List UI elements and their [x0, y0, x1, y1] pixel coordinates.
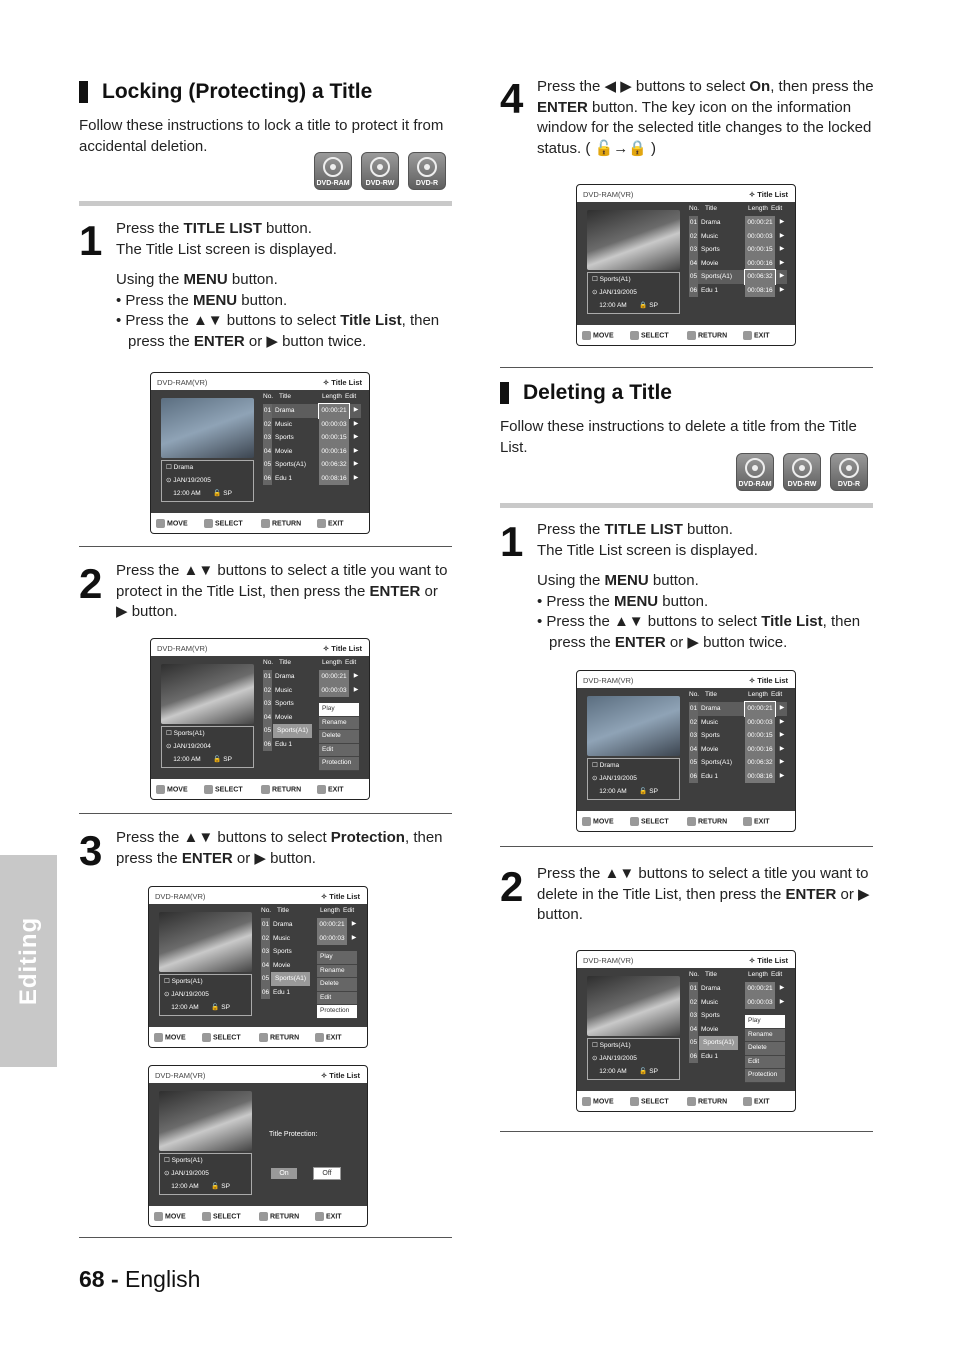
- title-list-protection-menu-screen: DVD-RAM(VR) ✧ Title List ☐ Sports(A1) ⊙ JAN/19/2005 12:00 AM 🔓 SP No. Title Length Edit 01 Drama 00:00:21 ▶ 02 Music 00:00:03 ▶ 03 Sports 04 Movie 05 Sports(A1) 06 Edu 1 Play Rename Delete Edit Protection MOVE SELECT RETURN EXIT: [148, 886, 368, 1048]
- dvd-ram-icon: DVD-RAM: [314, 152, 352, 190]
- list-item[interactable]: 02 Music 00:00:03 ▶: [689, 230, 787, 244]
- menu-item-rename[interactable]: Rename: [745, 1029, 785, 1043]
- list-item[interactable]: 05 Sports(A1): [689, 1036, 787, 1050]
- list-item[interactable]: 02 Music 00:00:03 ▶: [263, 684, 361, 698]
- locking-step4-text: Press the ◀ ▶ buttons to select On, then press the ENTER button. The key icon on the information window for the selected title changes to the locked status. ( 🔓→🔒 ): [537, 78, 874, 157]
- info-box: ☐ Sports(A1) ⊙ JAN/19/2005 12:00 AM 🔓 SP: [159, 1153, 252, 1195]
- list-item[interactable]: 05 Sports(A1) 00:06:32 ▶: [689, 270, 787, 284]
- info-box: ☐ Sports(A1) ⊙ JAN/19/2004 12:00 AM 🔓 SP: [161, 726, 254, 768]
- list-item[interactable]: 06 Edu 1: [263, 738, 361, 752]
- list-item[interactable]: 03 Sports: [261, 945, 359, 959]
- side-tab: [0, 855, 57, 1067]
- title-protection-label: Title Protection:: [269, 1131, 318, 1138]
- info-box: ☐ Sports(A1) ⊙ JAN/19/2005 12:00 AM 🔒 SP: [587, 272, 680, 314]
- divider: [79, 1237, 452, 1238]
- deleting-intro: Follow these instructions to delete a title from the Title List.: [500, 418, 857, 456]
- menu-item-edit[interactable]: Edit: [745, 1056, 785, 1070]
- list-item[interactable]: 05 Sports(A1) 00:06:32 ▶: [263, 458, 361, 472]
- section-rule: [79, 201, 452, 206]
- menu-item-delete[interactable]: Delete: [319, 730, 359, 744]
- divider: [79, 546, 452, 547]
- step-number: 3: [79, 827, 103, 874]
- list-item[interactable]: 01 Drama 00:00:21 ▶: [689, 982, 787, 996]
- list-item[interactable]: 04 Movie: [689, 1023, 787, 1037]
- menu-item-play[interactable]: Play: [745, 1015, 785, 1029]
- locking-disc-icons: [314, 152, 446, 190]
- list-item[interactable]: 02 Music 00:00:03 ▶: [689, 996, 787, 1010]
- step-number: 1: [79, 217, 103, 264]
- divider: [500, 1131, 873, 1132]
- list-item[interactable]: 03 Sports 00:00:15 ▶: [689, 243, 787, 257]
- step-number: 2: [79, 560, 103, 607]
- edit-menu: [319, 703, 359, 771]
- menu-item-delete[interactable]: Delete: [745, 1042, 785, 1056]
- menu-item-edit[interactable]: Edit: [317, 992, 357, 1006]
- menu-item-protection[interactable]: Protection: [745, 1069, 785, 1083]
- thumbnail: [587, 210, 680, 270]
- info-box: ☐ Sports(A1) ⊙ JAN/19/2005 12:00 AM 🔓 SP: [587, 1038, 680, 1080]
- dvd-r-icon: DVD-R: [408, 152, 446, 190]
- list-item[interactable]: 01 Drama 00:00:21 ▶: [261, 918, 359, 932]
- deleting-heading: Deleting a Title: [500, 381, 672, 405]
- edit-menu: [317, 951, 357, 1019]
- info-box: ☐ Drama ⊙ JAN/19/2005 12:00 AM 🔓 SP: [587, 758, 680, 800]
- menu-item-rename[interactable]: Rename: [317, 965, 357, 979]
- list-item[interactable]: 04 Movie 00:00:16 ▶: [689, 257, 787, 271]
- divider: [500, 367, 873, 368]
- menu-item-play[interactable]: Play: [317, 951, 357, 965]
- title-protection-screen: DVD-RAM(VR) ✧ Title List ☐ Sports(A1) ⊙ JAN/19/2005 12:00 AM 🔓 SP Title Protection: On Off MOVE SELECT RETURN EXIT: [148, 1065, 368, 1227]
- side-tab-label: Editing: [14, 916, 42, 1006]
- dvd-r-icon: DVD-R: [830, 453, 868, 491]
- deleting-step1-text: Press the TITLE LIST button. The Title List screen is displayed. Using the MENU button. • Press the MENU button. • Press the ▲▼ buttons to select Title List, then press the ENTER or ▶ button twice.: [537, 521, 861, 651]
- list-item[interactable]: 01 Drama 00:00:21 ▶: [263, 670, 361, 684]
- list-item[interactable]: 04 Movie: [263, 711, 361, 725]
- locking-step2-text: Press the ▲▼ buttons to select a title you want to protect in the Title List, then press the ENTER or ▶ button.: [116, 562, 448, 620]
- list-item[interactable]: 06 Edu 1: [689, 1050, 787, 1064]
- title-list-edit-screen: DVD-RAM(VR) ✧ Title List ☐ Sports(A1) ⊙ JAN/19/2004 12:00 AM 🔓 SP No. Title Length Edit 01 Drama 00:00:21 ▶ 02 Music 00:00:03 ▶ 03 Sports 04 Movie 05 Sports(A1) 06 Edu 1 Play Rename Delete Edit Protection MOVE SELECT RETURN EXIT: [150, 638, 370, 800]
- list-item[interactable]: 06 Edu 1 00:08:16 ▶: [689, 770, 787, 784]
- title-list-delete-screen: DVD-RAM(VR) ✧ Title List ☐ Sports(A1) ⊙ JAN/19/2005 12:00 AM 🔓 SP No. Title Length Edit 01 Drama 00:00:21 ▶ 02 Music 00:00:03 ▶ 03 Sports 04 Movie 05 Sports(A1) 06 Edu 1 Play Rename Delete Edit Protection MOVE SELECT RETURN EXIT: [576, 950, 796, 1112]
- page-footer: 68 - English: [79, 1266, 201, 1292]
- list-item[interactable]: 03 Sports: [689, 1009, 787, 1023]
- dvd-rw-icon: DVD-RW: [783, 453, 821, 491]
- step-number: 4: [500, 75, 524, 122]
- list-item[interactable]: 05 Sports(A1): [263, 724, 361, 738]
- title-list-locked-screen: DVD-RAM(VR) ✧ Title List ☐ Sports(A1) ⊙ JAN/19/2005 12:00 AM 🔒 SP No. Title Length Edit 01 Drama 00:00:21 ▶ 02 Music 00:00:03 ▶ 03 Sports 00:00:15 ▶ 04 Movie 00:00:16 ▶ 05 Sports(A1) 00:06:32 ▶ 06 Edu 1 00:08:16 ▶ MOVE SELECT RETURN EXIT: [576, 184, 796, 346]
- divider: [79, 813, 452, 814]
- menu-item-edit[interactable]: Edit: [319, 744, 359, 758]
- list-item[interactable]: 06 Edu 1: [261, 986, 359, 1000]
- locking-intro: Follow these instructions to lock a title to protect it from accidental deletion.: [79, 117, 444, 155]
- thumbnail: [587, 976, 680, 1036]
- list-item[interactable]: 02 Music 00:00:03 ▶: [689, 716, 787, 730]
- locking-step3-text: Press the ▲▼ buttons to select Protection, then press the ENTER or ▶ button.: [116, 829, 443, 867]
- step-number: 1: [500, 518, 524, 565]
- step-number: 2: [500, 863, 524, 910]
- locking-step1-text: Press the TITLE LIST button. The Title List screen is displayed. Using the MENU button. • Press the MENU button. • Press the ▲▼ buttons to select Title List, then press the ENTER or ▶ button twice.: [116, 220, 440, 350]
- thumbnail: [159, 1091, 252, 1151]
- menu-item-play[interactable]: Play: [319, 703, 359, 717]
- deleting-step2-text: Press the ▲▼ buttons to select a title you want to delete in the Title List, then press the ENTER or ▶ button.: [537, 865, 870, 923]
- list-item[interactable]: 02 Music 00:00:03 ▶: [263, 418, 361, 432]
- thumbnail: [159, 912, 252, 972]
- thumbnail: [161, 398, 254, 458]
- list-item[interactable]: 01 Drama 00:00:21 ▶: [263, 404, 361, 418]
- list-item[interactable]: 01 Drama 00:00:21 ▶: [689, 216, 787, 230]
- list-item[interactable]: 06 Edu 1 00:08:16 ▶: [689, 284, 787, 298]
- list-item[interactable]: 02 Music 00:00:03 ▶: [261, 932, 359, 946]
- info-box: ☐ Sports(A1) ⊙ JAN/19/2005 12:00 AM 🔓 SP: [159, 974, 252, 1016]
- list-item[interactable]: 03 Sports 00:00:15 ▶: [689, 729, 787, 743]
- list-item[interactable]: 04 Movie 00:00:16 ▶: [689, 743, 787, 757]
- list-item[interactable]: 04 Movie: [261, 959, 359, 973]
- info-box: ☐ Drama ⊙ JAN/19/2005 12:00 AM 🔓 SP: [161, 460, 254, 502]
- list-item[interactable]: 03 Sports 00:00:15 ▶: [263, 431, 361, 445]
- protection-on-button[interactable]: On: [271, 1168, 297, 1179]
- list-item[interactable]: 06 Edu 1 00:08:16 ▶: [263, 472, 361, 486]
- menu-item-protection[interactable]: Protection: [319, 757, 359, 771]
- list-item[interactable]: 05 Sports(A1) 00:06:32 ▶: [689, 756, 787, 770]
- dvd-rw-icon: DVD-RW: [361, 152, 399, 190]
- menu-item-rename[interactable]: Rename: [319, 717, 359, 731]
- edit-menu: [745, 1015, 785, 1083]
- dvd-ram-icon: DVD-RAM: [736, 453, 774, 491]
- divider: [500, 846, 873, 847]
- deleting-disc-icons: [736, 453, 868, 491]
- menu-item-delete[interactable]: Delete: [317, 978, 357, 992]
- section-rule: [500, 503, 873, 508]
- thumbnail: [161, 664, 254, 724]
- list-item[interactable]: 03 Sports: [263, 697, 361, 711]
- locking-heading: Locking (Protecting) a Title: [79, 80, 372, 104]
- title-list-screen: DVD-RAM(VR) ✧ Title List ☐ Drama ⊙ JAN/19/2005 12:00 AM 🔓 SP No. Title Length Edit 01 Drama 00:00:21 ▶ 02 Music 00:00:03 ▶ 03 Sports 00:00:15 ▶ 04 Movie 00:00:16 ▶ 05 Sports(A1) 00:06:32 ▶ 06 Edu 1 00:08:16 ▶ MOVE SELECT RETURN EXIT: [576, 670, 796, 832]
- menu-item-protection[interactable]: Protection: [317, 1005, 357, 1019]
- title-list-screen: DVD-RAM(VR) ✧ Title List ☐ Drama ⊙ JAN/19/2005 12:00 AM 🔓 SP No. Title Length Edit 01 Drama 00:00:21 ▶ 02 Music 00:00:03 ▶ 03 Sports 00:00:15 ▶ 04 Movie 00:00:16 ▶ 05 Sports(A1) 00:06:32 ▶ 06 Edu 1 00:08:16 ▶ MOVE SELECT RETURN EXIT: [150, 372, 370, 534]
- list-item[interactable]: 01 Drama 00:00:21 ▶: [689, 702, 787, 716]
- list-item[interactable]: 05 Sports(A1): [261, 972, 359, 986]
- thumbnail: [587, 696, 680, 756]
- list-item[interactable]: 04 Movie 00:00:16 ▶: [263, 445, 361, 459]
- protection-off-button[interactable]: Off: [314, 1168, 340, 1179]
